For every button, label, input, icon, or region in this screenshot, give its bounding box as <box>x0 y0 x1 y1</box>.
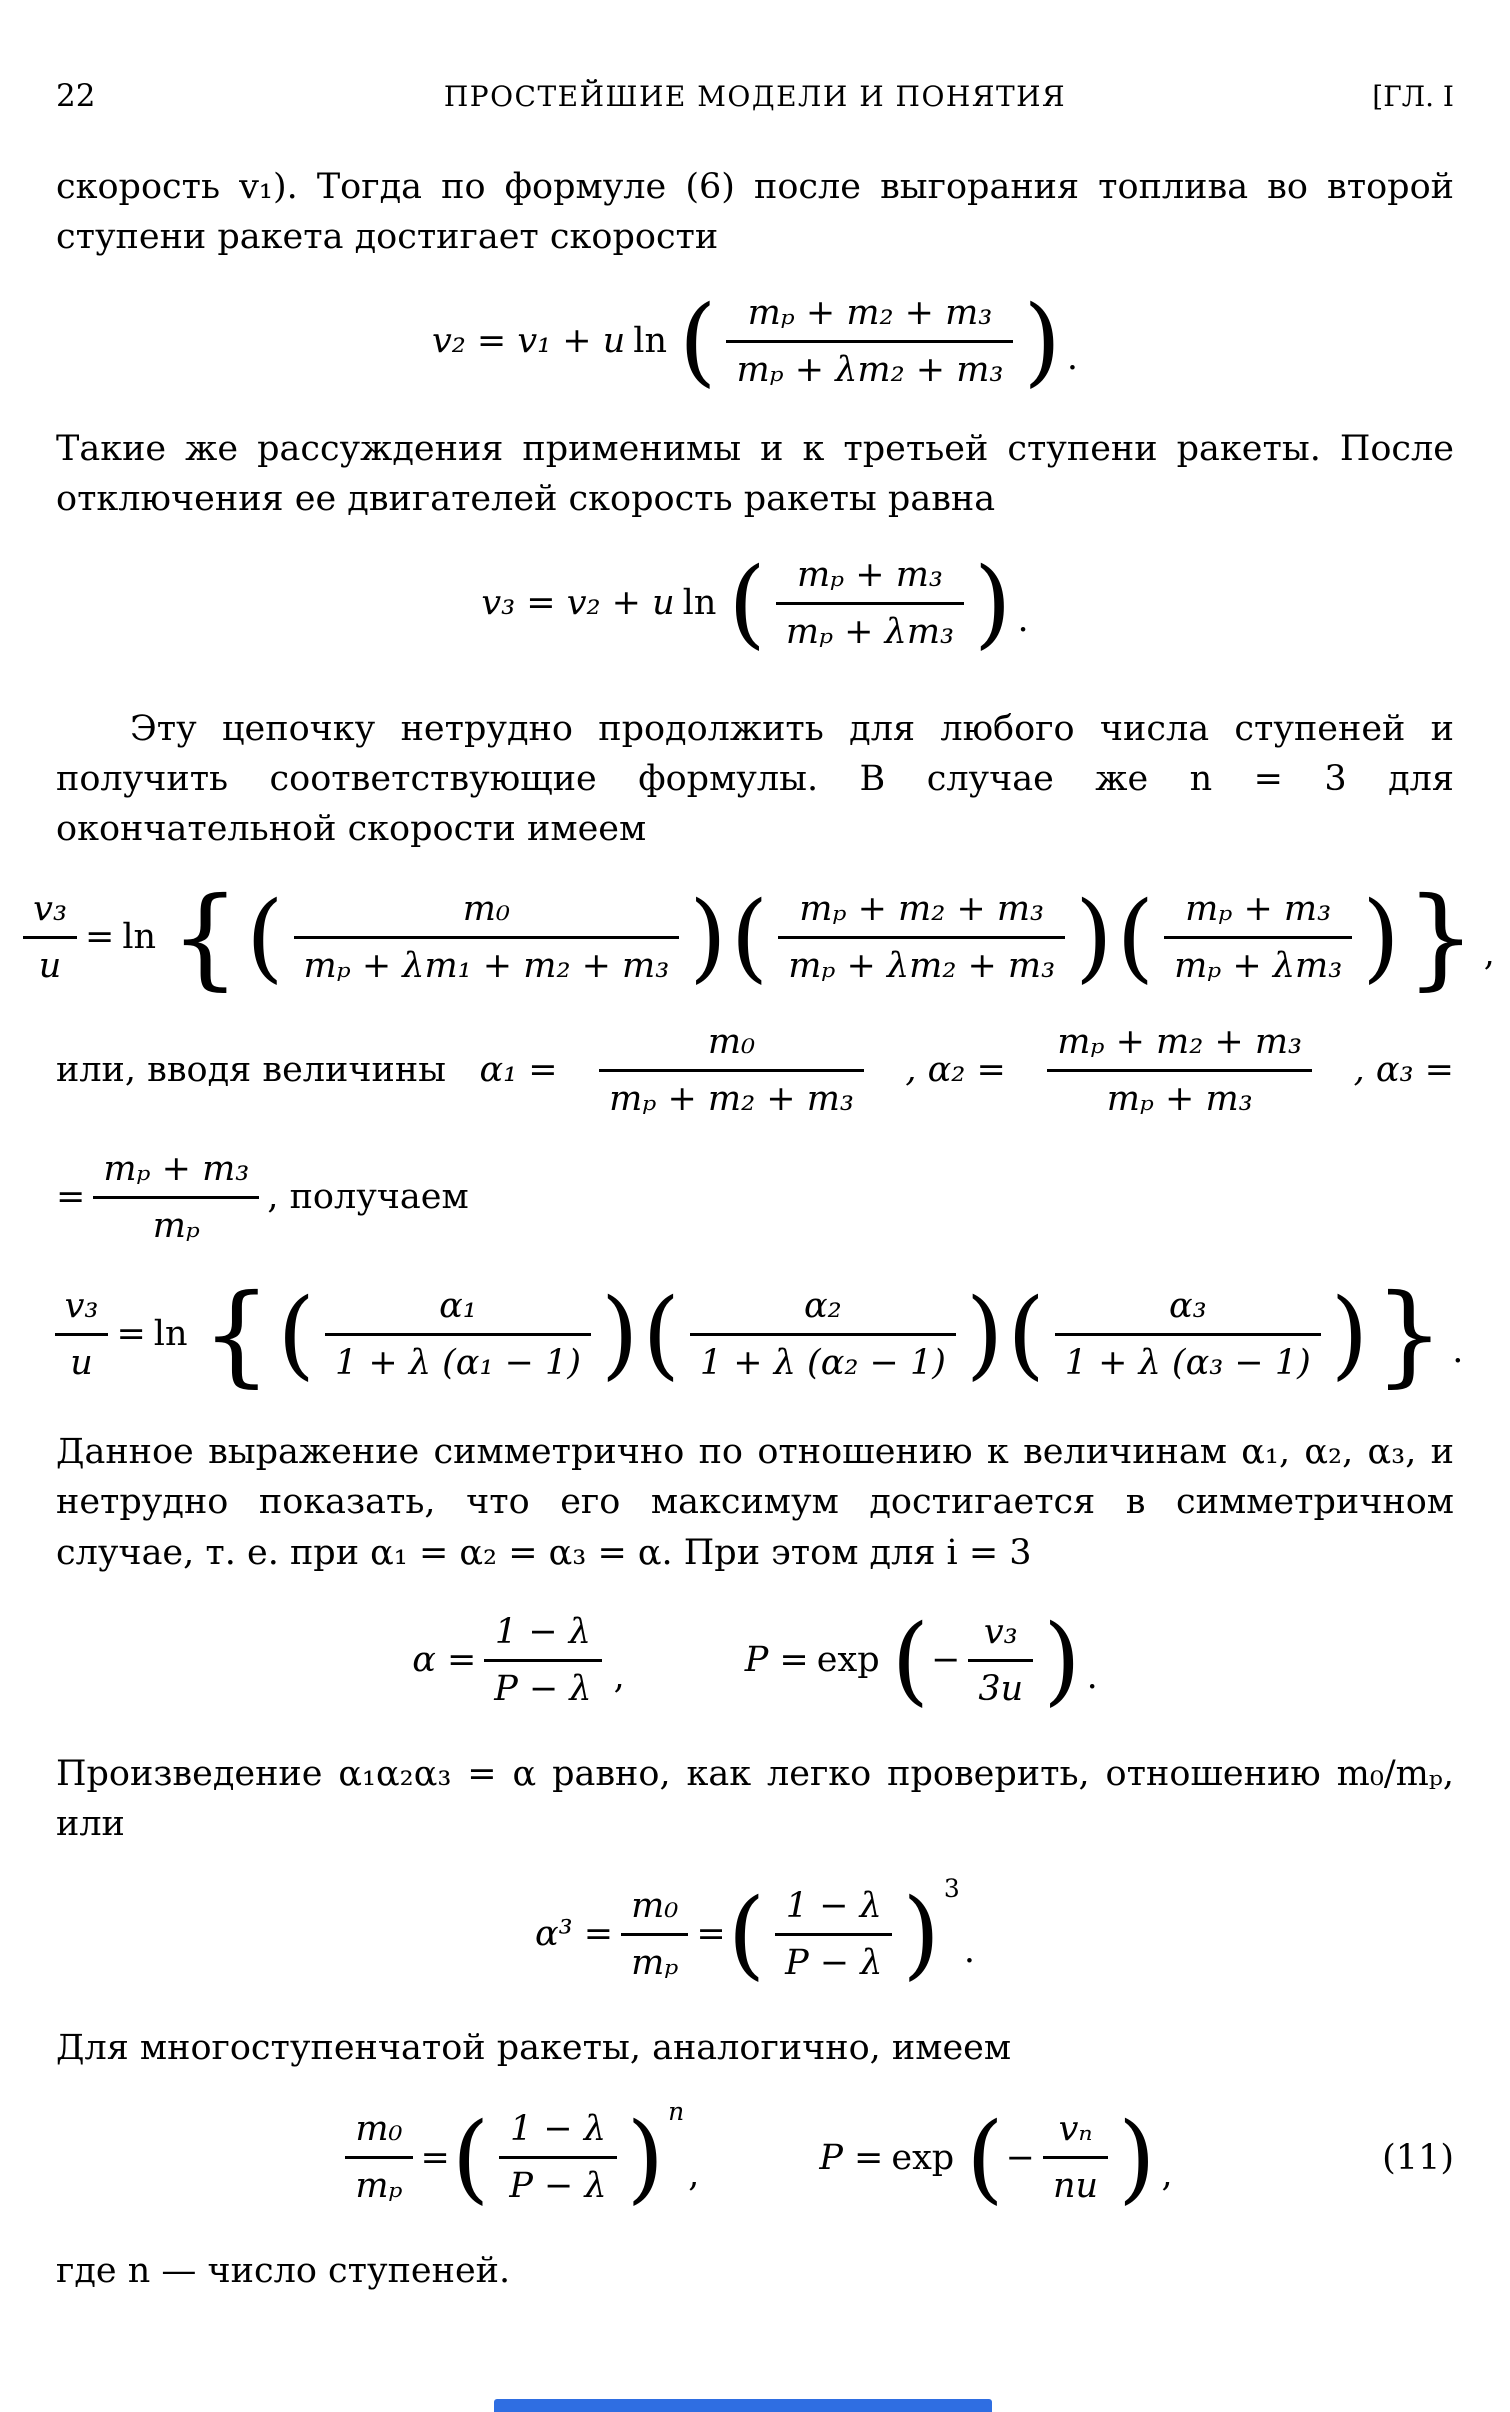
fraction-numerator: m₀ <box>462 888 511 929</box>
fraction-term-2 <box>778 889 1065 986</box>
fraction-numerator: α₁ <box>439 1285 477 1326</box>
fraction-numerator: mₚ + m₃ <box>1185 888 1332 929</box>
equals-sign: = <box>116 1314 146 1355</box>
fraction-term-3 <box>1055 1286 1321 1383</box>
fraction-numerator: m₀ <box>707 1021 756 1062</box>
fraction-lhs <box>23 889 77 986</box>
comma: , <box>688 2154 700 2195</box>
fraction-mass-ratio <box>345 2109 412 2206</box>
chapter-label: [ГЛ. I <box>1372 80 1454 113</box>
fraction-numerator: v₃ <box>983 1611 1018 1652</box>
P-equals: P = <box>744 1640 809 1681</box>
text-tail: , получаем <box>267 1177 469 1218</box>
fraction-numerator: v₃ <box>33 888 67 929</box>
paragraph-alpha-definitions-line2 <box>56 1149 1454 1246</box>
fraction-denominator: mₚ + λm₂ + m₃ <box>778 936 1065 986</box>
equation-v2: v₂ = v₁ + u ln ( $\frac{\text{mₚ + m₂ + m₃}}{\text{mₚ + λm₂ + m₃}}$ ) . <box>431 285 1079 398</box>
exponent: n <box>668 2097 685 2127</box>
fraction-denominator: 1 + λ (α₂ − 1) <box>690 1333 956 1383</box>
equals-sign: = <box>56 1177 86 1218</box>
paragraph-intro: скорость v₁). Тогда по формуле (6) после выгорания топлива во второй ступени ракета достигает скорости <box>56 167 1454 258</box>
equation-alpha-cubed: α³ = $\frac{\text{m₀}}{\text{mₚ}}$ = ( $\frac{1 - \lambda}{P - \lambda}$ ) 3 . <box>535 1873 975 1991</box>
equals-sign: = <box>420 2137 450 2178</box>
fraction-numerator: mₚ + m₂ + m₃ <box>747 292 993 333</box>
period: . <box>963 1931 975 1972</box>
running-title: ПРОСТЕЙШИЕ МОДЕЛИ И ПОНЯТИЯ <box>443 80 1067 113</box>
text-lead: или, вводя величины <box>56 1050 447 1091</box>
fraction-numerator: v₃ <box>64 1285 99 1326</box>
fraction-denominator: P − λ <box>499 2156 616 2206</box>
fraction-numerator: m₀ <box>355 2109 403 2150</box>
fraction <box>726 293 1013 390</box>
fraction-term-1 <box>325 1286 591 1383</box>
equation-number: (11) <box>1382 2137 1454 2178</box>
fraction-term-2 <box>690 1286 956 1383</box>
fraction-denominator: mₚ + m₂ + m₃ <box>599 1069 864 1119</box>
exp-operator: exp <box>816 1640 880 1681</box>
fraction-numerator: mₚ + m₂ + m₃ <box>1057 1021 1303 1062</box>
fraction-denominator: mₚ + λm₂ + m₃ <box>726 340 1013 390</box>
fraction-denominator: mₚ <box>93 1196 259 1246</box>
fraction-numerator: vₙ <box>1058 2109 1093 2150</box>
period: . <box>1066 338 1079 379</box>
paragraph-footnote: где n — число ступеней. <box>56 2251 511 2292</box>
fraction-numerator: α₂ <box>804 1285 842 1326</box>
ln-operator: ln <box>633 321 668 362</box>
paragraph-alpha-definitions-line1 <box>56 1022 1454 1119</box>
minus-sign: − <box>1005 2137 1035 2178</box>
P-equals: P = <box>819 2137 884 2178</box>
fraction-denominator: mₚ + λm₃ <box>776 602 964 652</box>
minus-sign: − <box>931 1640 961 1681</box>
period: . <box>1017 600 1029 641</box>
fraction-vn <box>1043 2109 1108 2206</box>
paragraph-product: Произведение α₁α₂α₃ = α равно, как легко проверить, отношению m₀/mₚ, или <box>56 1753 1454 1845</box>
paragraph-chain: Эту цепочку нетрудно продолжить для любого числа ступеней и получить соответствующие формулы. В случае же n = 3 для окончательной скорости имеем <box>56 708 1454 850</box>
fraction-exponent <box>968 1612 1033 1709</box>
exponent: 3 <box>943 1873 960 1903</box>
ln-operator: ln <box>682 583 717 624</box>
fraction-denominator: nu <box>1043 2156 1108 2206</box>
ln-operator: ln <box>153 1314 188 1355</box>
fraction-numerator: mₚ + m₃ <box>103 1148 250 1189</box>
page-number: 22 <box>56 78 96 114</box>
comma: , <box>1483 934 1495 975</box>
fraction-numerator: m₀ <box>631 1885 679 1926</box>
fraction-alpha <box>484 1612 601 1709</box>
fraction-denominator: u <box>23 936 77 986</box>
comma: , <box>1161 2154 1173 2195</box>
fraction-numerator: 1 − λ <box>494 1611 591 1652</box>
fraction-denominator: 1 + λ (α₁ − 1) <box>325 1333 591 1383</box>
fraction-denominator: P − λ <box>484 1659 601 1709</box>
fraction-denominator: P − λ <box>775 1933 892 1983</box>
equation-lhs: v₂ = v₁ + u <box>431 321 626 362</box>
exp-operator: exp <box>891 2137 955 2178</box>
paragraph-multistage: Для многоступенчатой ракеты, аналогично, имеем <box>56 2027 1012 2068</box>
running-head <box>56 78 1454 114</box>
fraction-numerator: mₚ + m₃ <box>796 554 943 595</box>
fraction-denominator: 1 + λ (α₃ − 1) <box>1055 1333 1321 1383</box>
equation-11: $\frac{\text{m₀}}{\text{mₚ}}$ = ( $\frac{1 - \lambda}{P - \lambda}$ ) n , P = exp ( − $\frac{\text{vₙ}}{nu}$ ) , (11) <box>56 2109 1454 2206</box>
period: . <box>1086 1657 1098 1698</box>
fraction-denominator: 3u <box>968 1659 1033 1709</box>
equals-sign: = <box>84 917 115 958</box>
equation-alpha-form: $\frac{\text{v₃}}{u}$ = ln { ( $\frac{\text{α₁}}{\text{1 + λ (α₁ − 1)}}$ ) ( $\frac{\text{α₂}}{\text{1 + λ (α₂ − 1)}}$ ) ( $\frac{\text{α₃}}{\text{1 + λ (α₃ − 1)}}$ ) } . <box>56 1286 1454 1383</box>
fraction-alpha2 <box>1047 1022 1312 1119</box>
fraction-numerator: α₃ <box>1168 1285 1207 1326</box>
equals-sign: = <box>696 1914 726 1955</box>
fraction-mass-ratio <box>621 1886 688 1983</box>
fraction-term-3 <box>1164 889 1352 986</box>
alpha-cubed-equals: α³ = <box>535 1914 614 1955</box>
ln-operator: ln <box>122 917 157 958</box>
fraction-denominator: u <box>55 1333 109 1383</box>
fraction <box>776 555 964 652</box>
alpha-equals: α = <box>412 1640 477 1681</box>
period: . <box>1452 1331 1464 1372</box>
fraction-lambda <box>775 1886 892 1983</box>
fraction-alpha3 <box>93 1149 259 1246</box>
fraction-denominator: mₚ <box>621 1933 688 1983</box>
equation-v3: v₃ = v₂ + u ln ( $\frac{\text{mₚ + m₃}}{\text{mₚ + λm₃}}$ ) . <box>481 547 1029 660</box>
bottom-bar <box>494 2399 992 2412</box>
paragraph-symmetric: Данное выражение симметрично по отношению к величинам α₁, α₂, α₃, и нетрудно показать, что его максимум достигается в симметричном случае, т. е. при α₁ = α₂ = α₃ = α. При этом для i = 3 <box>56 1431 1454 1573</box>
alpha2-equals: , α₂ = <box>905 1050 1006 1091</box>
fraction-denominator: mₚ + λm₁ + m₂ + m₃ <box>294 936 680 986</box>
fraction-numerator: mₚ + m₂ + m₃ <box>799 888 1045 929</box>
fraction-term-1 <box>294 889 680 986</box>
equation-lhs: v₃ = v₂ + u <box>481 583 675 624</box>
fraction-alpha1 <box>599 1022 864 1119</box>
equation-alpha-P: α = $\frac{1 - \lambda}{P - \lambda}$ , P = exp ( − $\frac{\text{v₃}}{3u}$ ) . <box>412 1604 1098 1717</box>
fraction-denominator: mₚ + λm₃ <box>1164 936 1352 986</box>
fraction-denominator: mₚ <box>345 2156 412 2206</box>
alpha1-equals: α₁ = <box>479 1050 558 1091</box>
fraction-lhs <box>55 1286 109 1383</box>
fraction-denominator: mₚ + m₃ <box>1047 1069 1312 1119</box>
paragraph-third-stage: Такие же рассуждения применимы и к третьей ступени ракеты. После отключения ее двигателей скорость ракеты равна <box>56 428 1454 520</box>
fraction-lambda <box>499 2109 616 2206</box>
equation-final-speed-n3: $\frac{\text{v₃}}{u}$ = ln { ( $\frac{\text{m₀}}{\text{mₚ + λm₁ + m₂ + m₃}}$ ) ( $\frac{\text{mₚ + m₂ + m₃}}{\text{mₚ + λm₂ + m₃}}$ ) ( $\frac{\text{mₚ + m₃}}{\text{mₚ + λm₃}}$ ) } , <box>56 889 1454 986</box>
fraction-numerator: 1 − λ <box>509 2109 606 2150</box>
comma: , <box>613 1657 625 1698</box>
fraction-numerator: 1 − λ <box>785 1885 882 1926</box>
alpha3-equals: , α₃ = <box>1353 1050 1454 1091</box>
